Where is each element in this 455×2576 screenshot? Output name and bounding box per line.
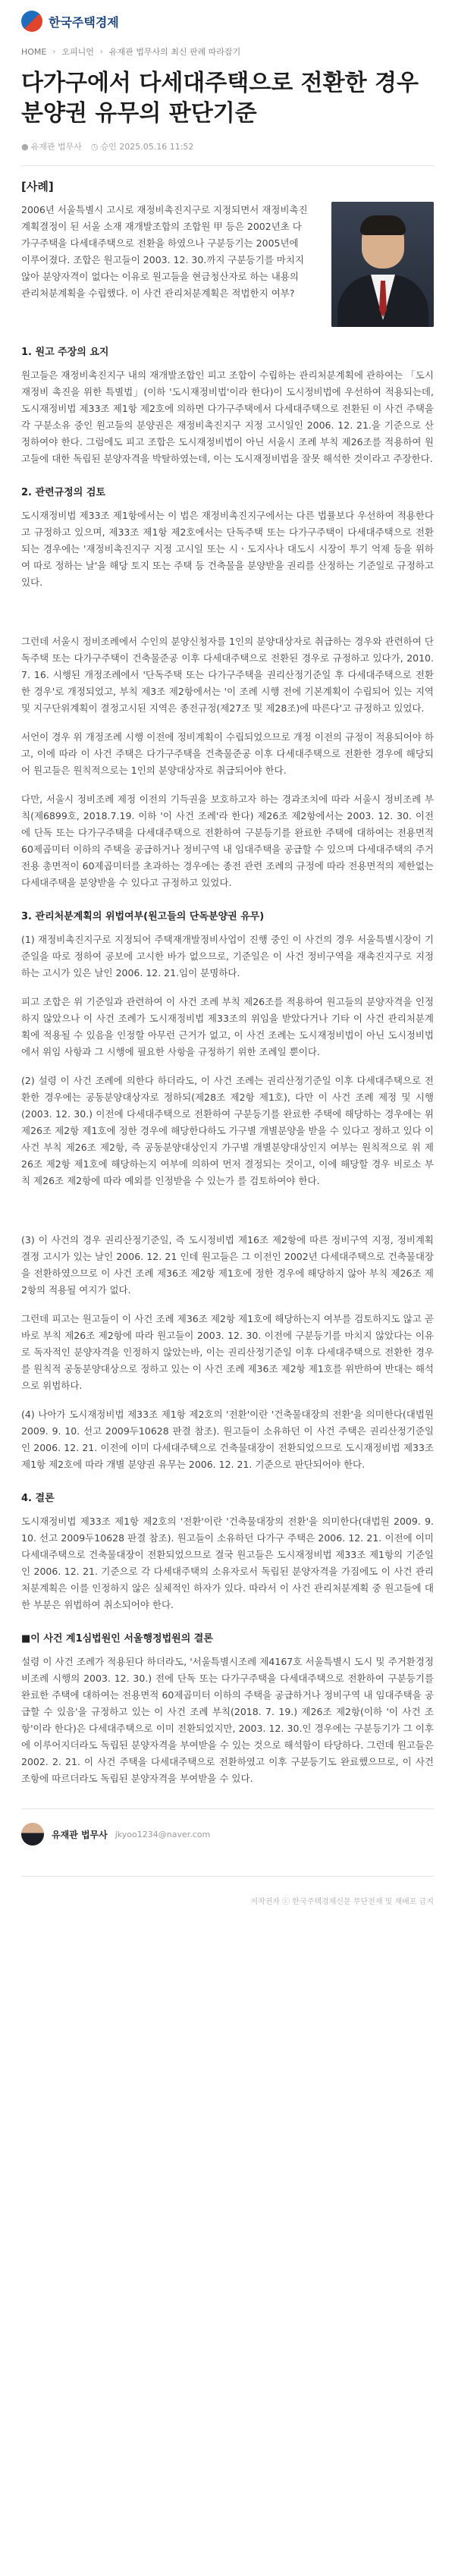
breadcrumb-current[interactable]: 유재관 법무사의 최신 판례 따라잡기 — [108, 47, 241, 57]
paragraph: 다만, 서울시 정비조례 제정 이전의 기득권을 보호하고자 하는 경과조치에 따라 서울시 정비조례 부칙(제6899호, 2018.7.19. 이하 '이 사건 조례'라 한다) 제26조 제2항에서는 2003. 12. 30. 이전에 단독 또는 다가구주택을 다세대주택으로 전환하여 구분등기를 완료한 주택에 대하여는 전용면적 60제곱미터 이하의 주택을 공급하거나 정비구역 내 임대주택을 공급할 수 있으며 다세대주택의 주거전용 총면적이 60제곱미터를 초과하는 경우에는 종전 관련 조례의 규정에 따라 전용면적의 제한없는 다세대주택을 분양받을 수 있다고 규정하고 있었다. — [21, 793, 434, 888]
author-meta-text: 유재관 법무사 — [30, 142, 82, 152]
paragraph: 서언이 경우 위 개정조례 시행 이전에 정비계획이 수립되었으므로 개정 이전의 규정이 적용되어야 하고, 이에 따라 이 사건 주택은 다가구주택을 건축물준공 이후 다세대주택으로 전환한 경우에 해당되어 원고들은 원칙적으로는 1인의 분양대상자로 취급되어야 한다. — [21, 731, 434, 776]
author-name[interactable]: 유재관 법무사 — [52, 1829, 108, 1840]
paragraph: 도시재정비법 제33조 제1항 제2호의 '전환'이란 '건축물대장의 전환'을 의미한다(대법원 2009. 9. 10. 선고 2009두10628 판결 참조). 원고들이 소유하던 다가구 주택은 2006. 12. 21. 이전에 이미 다세대주택으로 건축물대장이 전환되었으므로 결국 원고들은 도시재정비법 제33조 제1항의 기준일인 2006. 12. 21. 기준으로 각 다세대주택의 소유자로서 독립된 분양자격을 가짐에도 이 사건 관리처분계획은 이를 인정하지 않은 실체적인 하자가 있다. 따라서 이 사건 관리처분계획 중 원고들에 대한 부분은 위법하여 취소되어야 한다. — [21, 1516, 434, 1610]
copyright-footer: 저작권자 ⓒ 한국주택경제신문 무단전재 및 재배포 금지 — [250, 1898, 434, 1906]
paragraph: (2) 설령 이 사건 조례에 의한다 하더라도, 이 사건 조례는 권리산정기준일 이후 다세대주택으로 전환한 경우에는 공동분양대상자로 정하되(제28조 제2항 제1호), 다만 이 사건 조례 제정 및 시행(2003. 12. 30.) 이전에 다세대주택으로 전환하여 구분등기를 완료한 주택에 해당하는 경우에는 위 제26조 제2항 제1호에 정한 경우에 해당한다하도 가구별 개별분양을 받을 수 있다고 정하고 있다 이 사건 부칙 제26조 제2항, 즉 공동분양대상인지 가구별 개별분양대상인지 여부는 원칙적으로 위 제26조 제2항 제1호에 해당하는지 여부에 의하여 먼저 결정되는 것이고, 이에 해당할 경우 비로소 부칙 제26조 제2항에 따라 예외를 인정받을 수 있는가 를 검토하여야 한다. — [21, 1075, 434, 1186]
site-logo[interactable] — [21, 11, 119, 32]
article-title: 다가구에서 다세대주택으로 전환한 경우 분양권 유무의 판단기준 — [21, 70, 419, 127]
paragraph: 그런데 서울시 정비조례에서 수인의 분양신청자를 1인의 분양대상자로 취급하는 경우와 관련하여 단독주택 또는 다가구주택이 건축물준공 이후 다세대주택으로 전환된 경우로 규정하고 있다가, 2010. 7. 16. 시행된 개정조례에서 '단독주택 또는 다가구주택을 권리산정기준일 후 다세대주택으로 전환한 경우'로 개정되었고, 부칙 제3조 제2항에서는 '이 조례 시행 전에 기본계획이 수립되어 있는 지역 및 지구단위계획이 결정고시된 지역은 종전규정(제27조 및 제28조)에 따른다'고 규정하고 있었다. — [21, 636, 434, 714]
clock-icon: ◷ — [90, 142, 99, 152]
author-box — [21, 1808, 434, 1846]
date-meta-text: 승인 2025.05.16 11:52 — [100, 142, 194, 152]
case-tag: [사례] — [21, 180, 54, 193]
author-meta — [21, 140, 82, 152]
paragraph: (4) 나아가 도시재정비법 제33조 제1항 제2호의 '전환'이란 '건축물대장의 전환'을 의미한다(대법원 2009. 9. 10. 선고 2009두10628 판결 참조). 원고들이 소유하던 이 사건 주택은 권리산정기준일인 2006. 12. 21. 이전에 이미 다세대주택으로 건축물대장이 전환되었으므로 도시재정비법 제33조 제1항 제2호에 따라 개별 분양권 유무는 2006. 12. 21. 기준으로 판단되어야 한다. — [21, 1409, 434, 1470]
section-heading: 4. 결론 — [21, 1493, 55, 1504]
user-icon: ● — [21, 142, 29, 152]
breadcrumb-home[interactable]: HOME — [21, 46, 47, 57]
site-header — [0, 0, 455, 42]
logo-text: 한국주택경제 — [49, 14, 119, 30]
paragraph: (1) 재정비촉진지구로 지정되어 주택재개발정비사업이 진행 중인 이 사건의 경우 서울특별시장이 기준일을 따로 정하여 공보에 고시한 바가 없으므로, 기준일은 이 사건 정비구역을 재촉진지구로 지정하는 고시가 있은 날인 2006. 12. 21.임이 분명하다. — [21, 934, 434, 979]
paragraph: 설령 이 사건 조례가 적용된다 하더라도, '서울특별시조례 제4167호 서울특별시 도시 및 주거환경정비조례 시행의 2003. 12. 30.) 전에 단독 또는 다가구주택을 다세대주택으로 전환하여 구분등기를 완료한 주택에 대하여는 전용면적 60제곱미터 이하의 주택을 공급하거나 정비구역 내 임대주택을 공급할 수 있음'을 규정하고 있는 이 사건 조례 부칙(2018. 7. 19.) 제26조 제2항(이하 '이 사건 조항'이라 한다)은 다세대주택으로 이미 전환되었지만, 2003. 12. 30.인 경우에는 구분등기가 그 이후에 이루어지더라도 독립된 분양자격을 부여받을 수 있는 것으로 해석함이 타당하다. 그런데 원고들은 2002. 2. 21. 이 사건 주택을 다세대주택으로 전환하였고 이후 구분등기도 완료했으므로, 이 사건 조항에 따르더라도 독립된 분양자격을 부여받을 수 있다. — [21, 1656, 434, 1784]
article-meta — [0, 140, 455, 153]
section-heading: 3. 관리처분계획의 위법여부(원고들의 단독분양권 유무) — [21, 911, 265, 922]
breadcrumb — [0, 42, 455, 61]
paragraph: 그런데 피고는 원고들이 이 사건 조례 제36조 제2항 제1호에 해당하는지 여부를 검토하지도 않고 곧바로 부칙 제26조 제2항에 따라 원고들이 2003. 12. 30. 이전에 구분등기를 마치지 않았다는 이유로 독자적인 분양자격을 인정하지 않았는바, 이는 권리산정기준일 이후 다세대주택으로 전환한 경우를 원칙적 공동분양대상으로 정하고 있는 이 사건 조례 제36조 제2항 제1호를 위반하여 반대는 해석으로 위법하다. — [21, 1313, 434, 1391]
author-email[interactable]: jkyoo1234@naver.com — [115, 1829, 211, 1839]
chevron-right-icon: › — [99, 47, 103, 56]
section-heading: 2. 관련규정의 검토 — [21, 487, 105, 498]
logo-mark-icon — [21, 11, 42, 32]
paragraph: 원고들은 재정비촉진지구 내의 재개발조합인 피고 조합이 수립하는 관리처분계획에 관하여는 「도시재정비 촉진을 위한 특별법」(이하 '도시재정비법'이라 한다)이 도시정비법에 우선하여 적용되는데, 도시재정비법 제33조 제1항 제2호에 의하면 다가구주택에서 다세대주택으로 전환된 이 사건 주택을 각 구분소유 중인 원고들의 분양권은 재정비촉진지구 지정 고시일인 2006. 12. 21.을 기준으로 산정하여야 한다. 그럼에도 피고 조합은 도시재정비법이 아닌 서울시 조례 부칙 제26조를 적용하여 원고들에 대한 독립된 분양자격을 박탈하였는데, 이는 도시재정비법을 잘못 해석한 것이라고 주장한다. — [21, 369, 434, 464]
intro-paragraph: 2006년 서울특별시 고시로 재정비촉진지구로 지정되면서 재정비촉진계획결정이 된 서울 소재 재개발조합의 조합원 甲 등은 2002년초 다가구주택을 다세대주택으로 전환을 하였으나 구분등기는 2005년에 이루어졌다. 조합은 원고들이 2003. 12. 30.까지 구분등기를 마치지 않아 분양자격이 없다는 이유로 원고들을 현금청산자로 하는 내용의 관리처분계획을 수립했다. 이 사건 관리처분계획은 적법한지 여부? — [21, 204, 308, 299]
paragraph: (3) 이 사건의 경우 권리산정기준일, 즉 도시정비법 제16조 제2항에 따른 정비구역 지정, 정비계획 결정 고시가 있는 날인 2006. 12. 21 인데 원고들은 그 이전인 2002년 다세대주택으로 건축물대장을 전환하였으므로 이 사건 조례 제36조 제2항 제1호에 정한 경우에 해당하지 않아 부칙 제26조 제2항의 적용될 여지가 없다. — [21, 1234, 434, 1296]
paragraph: 도시재정비법 제33조 제1항에서는 이 법은 재정비촉진지구에서는 다른 법률보다 우선하여 적용한다고 규정하고 있으며, 제33조 제1항 제2호에서는 단독주택 또는 다가구주택이 다세대주택으로 전환되는 경우에는 '재정비촉진지구 지정 고시일 또는 시ㆍ도지사나 대도시 시장이 투기 억제 등을 위하여 따로 정하는 날'을 해당 토지 또는 주택 등 건축물을 분양받을 권리를 산정하는 기준일로 규정하고 있다. — [21, 510, 434, 588]
paragraph: 피고 조합은 위 기준일과 관련하여 이 사건 조례 부칙 제26조를 적용하여 원고들의 분양자격을 인정하지 않았으나 이 사건 조례가 도시재정비법 제33조의 위임을 받았다거나 기타 이 사건 관리처분계획에 적용될 수 있음을 인정할 아무런 근거가 없고, 이 사건 조례는 도시재정비법이 아닌 도시정비법에서 위임 사항과 그 시행에 필요한 사항을 규정하기 위한 조례일 뿐이다. — [21, 996, 434, 1057]
section-heading: 1. 원고 주장의 요지 — [21, 347, 109, 358]
avatar — [21, 1823, 44, 1846]
section-heading: ■이 사건 계1심법원인 서울행정법원의 결론 — [21, 1633, 213, 1645]
breadcrumb-section[interactable]: 오피니언 — [61, 47, 94, 57]
chevron-right-icon: › — [52, 47, 56, 56]
article-body — [0, 178, 455, 1846]
date-meta — [91, 140, 194, 152]
divider — [21, 165, 434, 166]
author-photo — [331, 202, 434, 327]
intro-block — [21, 202, 434, 327]
